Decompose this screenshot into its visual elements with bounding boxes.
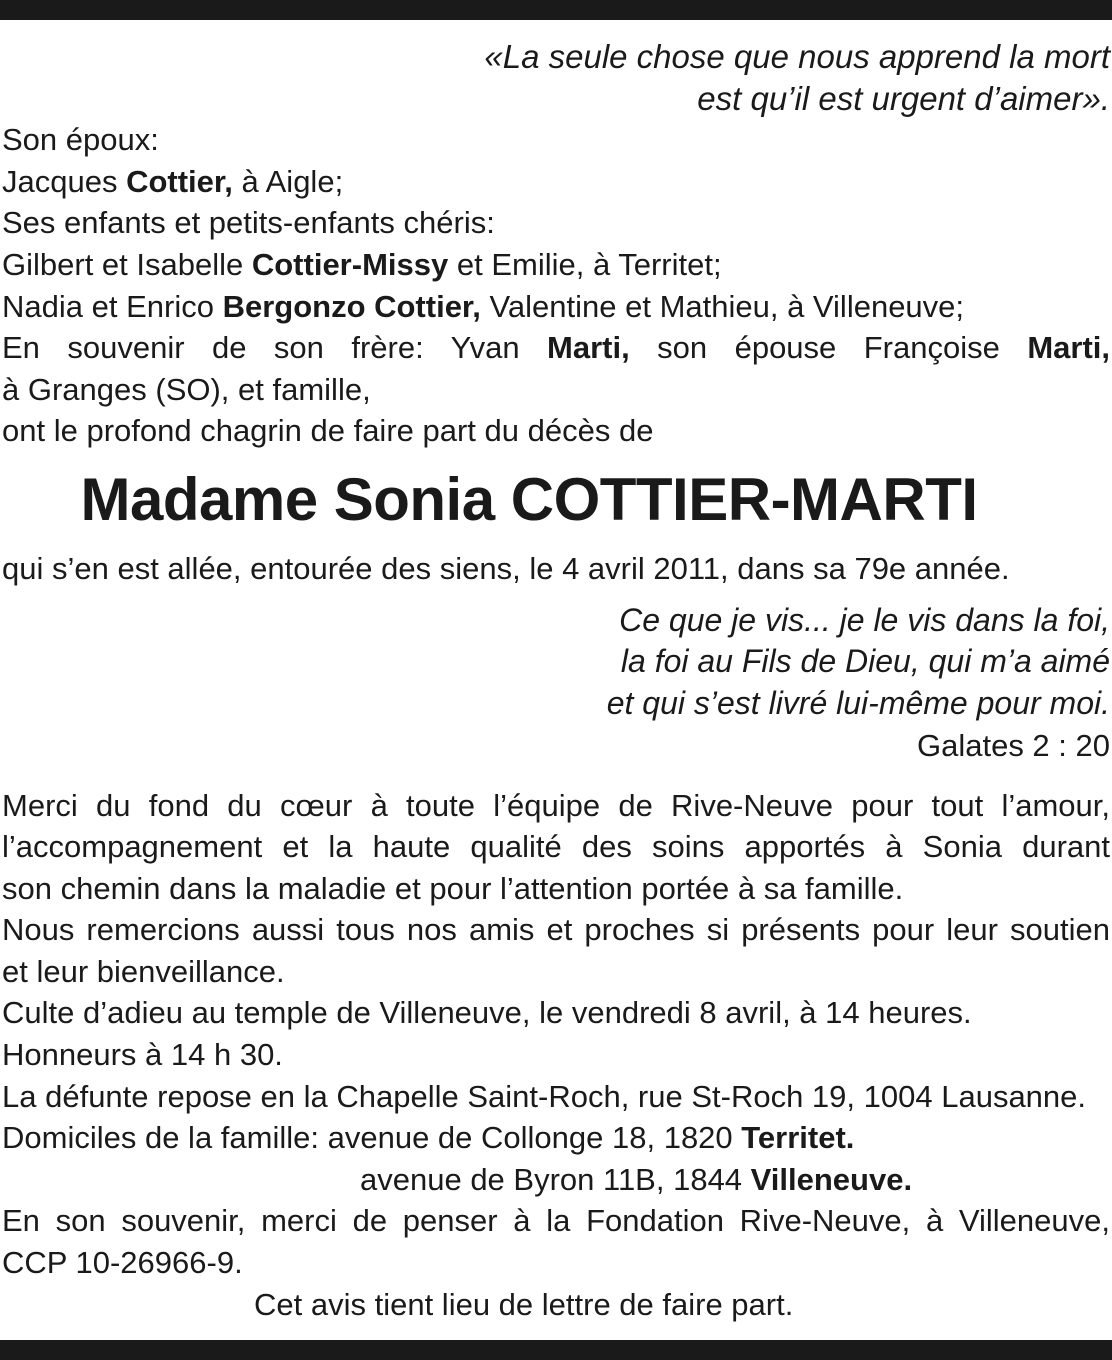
- deceased-name: Madame Sonia COTTIER-MARTI: [80, 465, 978, 533]
- text-fragment: Nadia et Enrico: [2, 288, 223, 324]
- family-line-child-1: [2, 244, 1110, 286]
- spacer: [2, 590, 1110, 600]
- text-fragment: Gilbert et Isabelle: [2, 246, 252, 282]
- verse-line-2: la foi au Fils de Dieu, qui m’a aimé: [620, 643, 1110, 680]
- text-fragment: Jacques: [2, 163, 127, 199]
- top-border-rule: [0, 0, 1112, 20]
- announcement-line: ont le profond chagrin de faire part du décès de: [2, 413, 654, 449]
- residence-line-1: [2, 1117, 1110, 1159]
- family-line-child-2: [2, 286, 1110, 328]
- spacer: [2, 767, 1110, 785]
- verse-line-1: Ce que je vis... je le vis dans la foi,: [619, 601, 1110, 638]
- thanks-line-3: son chemin dans la maladie et pour l’attention portée à sa famille.: [2, 870, 904, 906]
- text-fragment: avenue de Byron 11B, 1844: [360, 1161, 751, 1197]
- epigraph-line-2: est qu’il est urgent d’aimer».: [697, 79, 1110, 117]
- text-fragment: En souvenir de son frère: Yvan: [2, 330, 548, 366]
- honours-line: Honneurs à 14 h 30.: [2, 1037, 283, 1073]
- surname-bold: Cottier,: [126, 163, 233, 199]
- surname-bold: Marti,: [547, 330, 630, 366]
- thanks-line-2: l’accompagnement et la haute qualité des soins apportés à Sonia durant: [2, 829, 1110, 865]
- text-fragment: et Emilie, à Territet;: [448, 246, 722, 282]
- family-line-spouse-heading: Son époux:: [2, 122, 159, 158]
- text-fragment: Valentine et Mathieu, à Villeneuve;: [480, 288, 965, 324]
- bottom-border-rule: [0, 1340, 1112, 1360]
- thanks-line-1: Merci du fond du cœur à toute l’équipe de Rive-Neuve pour tout l’amour,: [2, 787, 1110, 823]
- text-fragment: Domiciles de la famille: avenue de Collonge 18, 1820: [2, 1120, 742, 1156]
- thanks-friends-line-1: Nous remercions aussi tous nos amis et proches si présents pour leur soutien: [2, 912, 1110, 948]
- text-fragment: à Aigle;: [232, 163, 344, 199]
- donation-line-2: CCP 10-26966-9.: [2, 1245, 243, 1281]
- town-bold: Territet.: [741, 1120, 855, 1156]
- family-line-brother: [2, 327, 1110, 369]
- family-line-brother-place: à Granges (SO), et famille,: [2, 371, 371, 407]
- residence-line-2: [2, 1159, 1110, 1201]
- passing-line: qui s’en est allée, entourée des siens, le 4 avril 2011, dans sa 79e année.: [2, 550, 1010, 586]
- repose-line: La défunte repose en la Chapelle Saint-Roch, rue St-Roch 19, 1004 Lausanne.: [2, 1078, 1087, 1114]
- family-line-spouse: [2, 161, 1110, 203]
- surname-bold: Bergonzo Cottier,: [222, 288, 481, 324]
- town-bold: Villeneuve.: [750, 1161, 913, 1197]
- surname-bold: Cottier-Missy: [251, 246, 449, 282]
- family-line-children-heading: Ses enfants et petits-enfants chéris:: [2, 205, 495, 241]
- verse-line-3: et qui s’est livré lui-même pour moi.: [606, 685, 1110, 722]
- obituary-notice: [2, 36, 1110, 1325]
- text-fragment: son épouse Françoise: [629, 330, 1028, 366]
- verse-reference: Galates 2 : 20: [916, 727, 1110, 763]
- service-line: Culte d’adieu au temple de Villeneuve, le vendredi 8 avril, à 14 heures.: [2, 995, 972, 1031]
- thanks-friends-line-2: et leur bienveillance.: [2, 953, 285, 989]
- surname-bold: Marti,: [1027, 330, 1110, 366]
- closing-line: Cet avis tient lieu de lettre de faire part.: [254, 1286, 794, 1322]
- epigraph-line-1: «La seule chose que nous apprend la mort: [484, 38, 1110, 75]
- donation-line-1: En son souvenir, merci de penser à la Fondation Rive-Neuve, à Villeneuve,: [2, 1203, 1110, 1239]
